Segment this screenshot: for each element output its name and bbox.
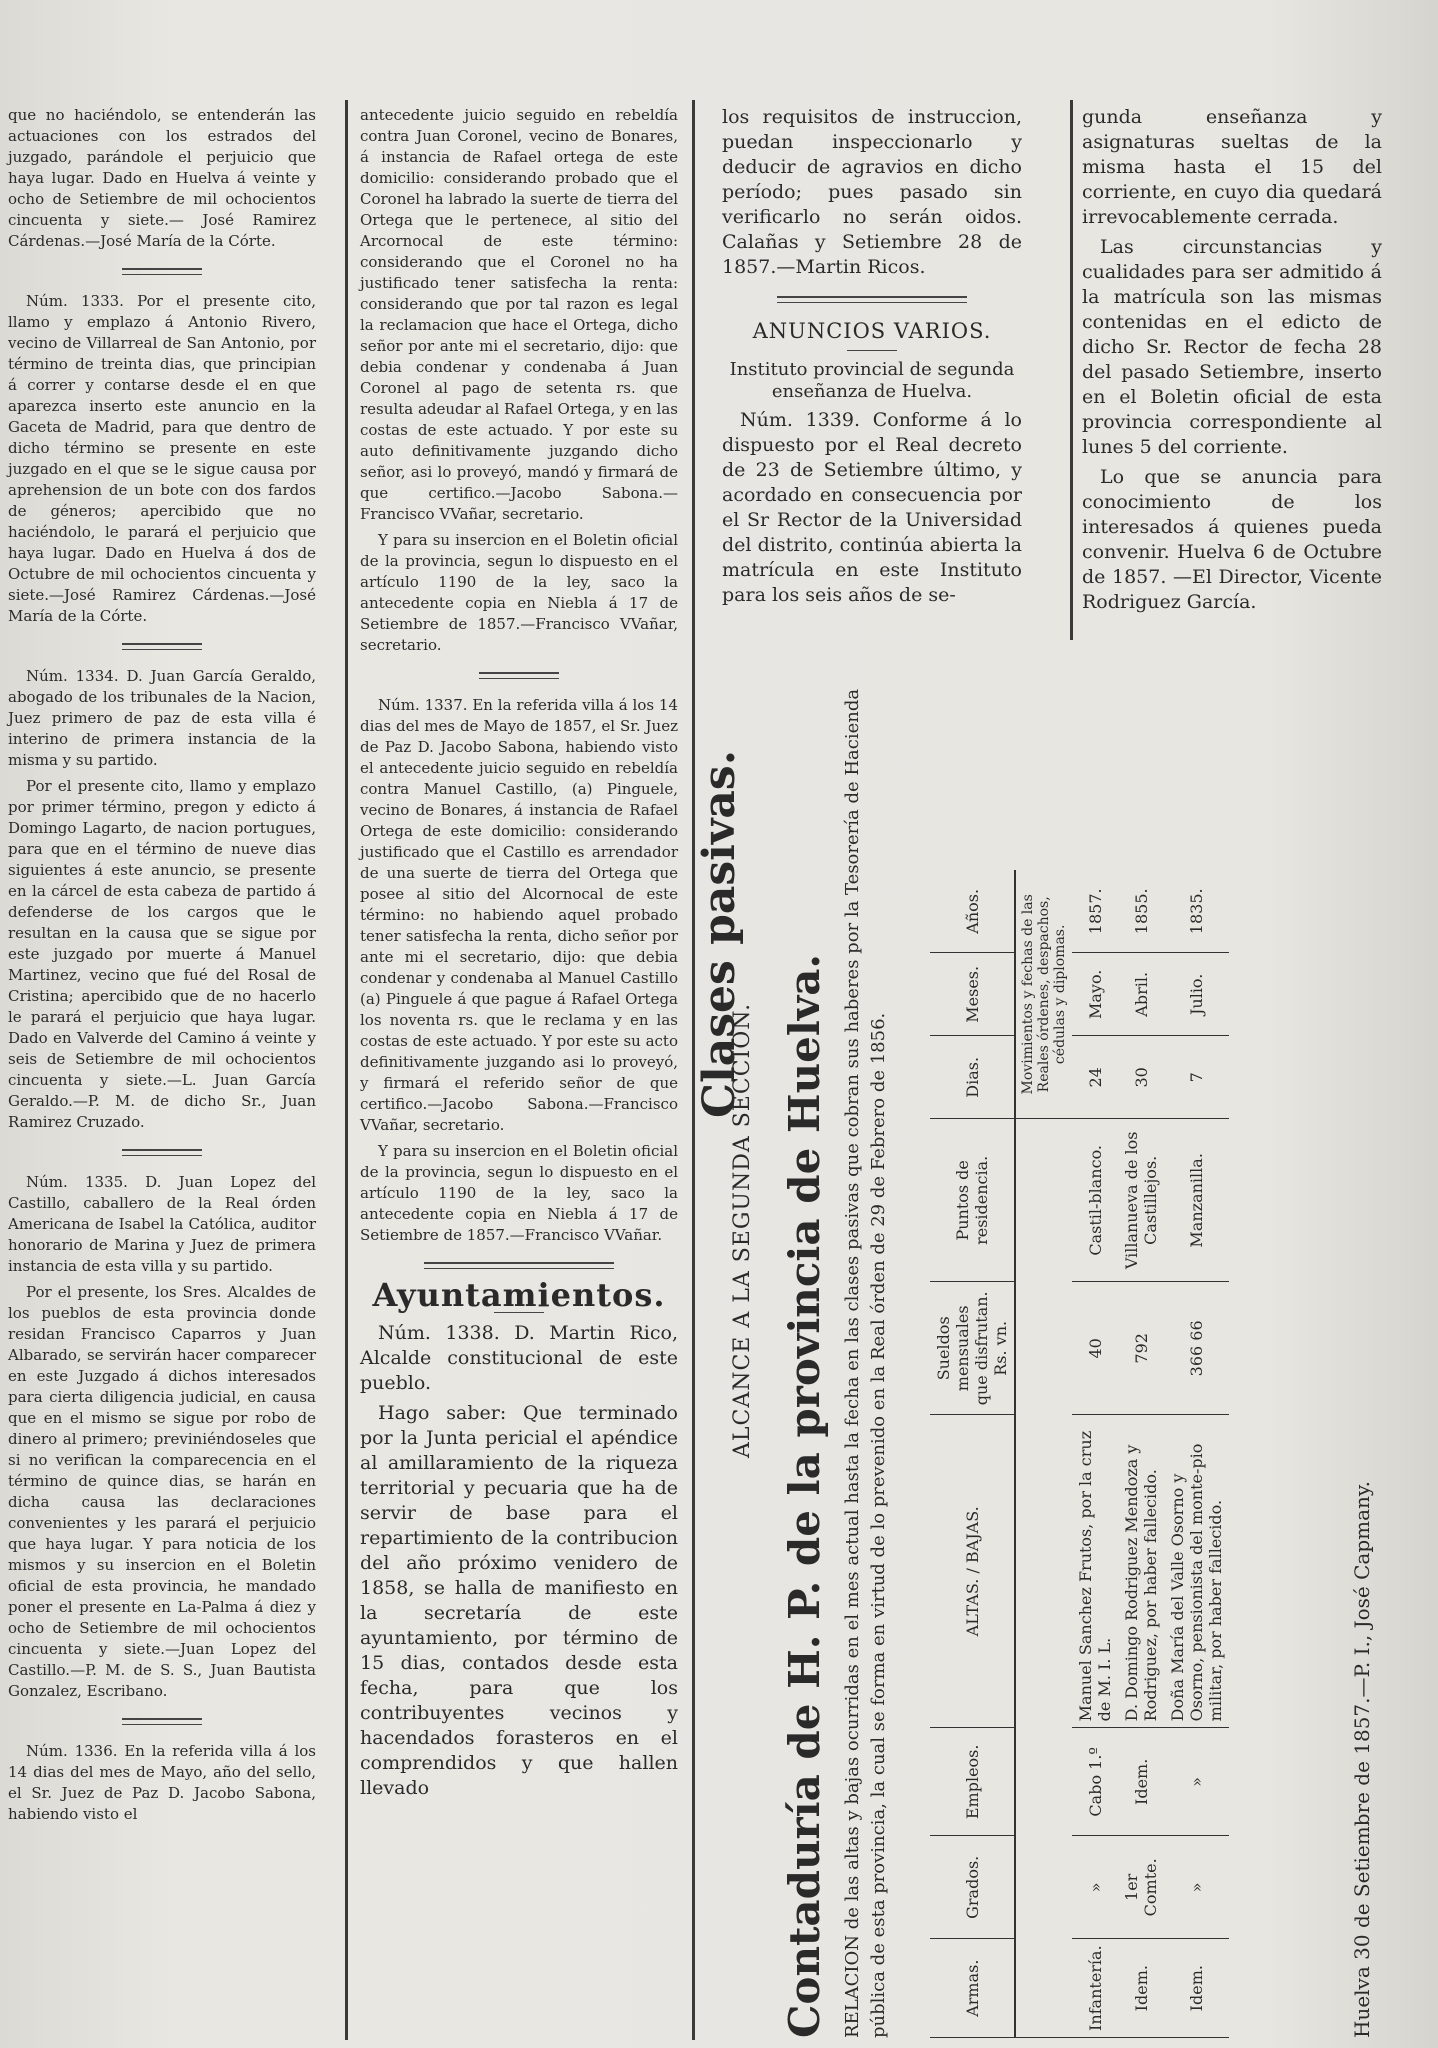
col-empleos: Empleos. [930,1728,1015,1836]
table-cell: 30 [1118,1036,1164,1119]
rotated-table [694,648,1400,2038]
column-2 [360,105,678,2040]
table-cell: 24 [1072,1036,1118,1119]
table-subheader-row [1015,870,1072,2037]
paragraph: Núm. 1333. Por el presente cito, llamo y emplazo á Antonio Rivero, vecino de Villarreal de San Antonio, por término de treinta dias, que principian á correr y contarse desde el en que aparezca inserto este anuncio en la Gaceta de Madrid, para que dentro de dicho término se presente en este juzgado en el que se le sigue causa por aprehension de un bote con dos fardos de géneros; apercibido que no haciéndolo, le parará el perjuicio que haya lugar. Dado en Huelva á dos de Octubre de mil ochocientos cincuenta y siete.—José Ramirez Cárdenas.—José María de la Córte. [8,292,316,625]
table-cell: 40 [1072,1282,1118,1415]
altas-label: ALTAS. [962,1578,982,1637]
separator [122,643,202,650]
separator [479,672,559,679]
table-cell: Idem. [1118,1939,1164,2038]
table-cell: Infantería. [1072,1939,1118,2038]
table-cell: 1er Comte. [1118,1836,1164,1939]
col-armas: Armas. [930,1939,1015,2038]
section-heading-ayuntamientos: Ayuntamientos. [372,1276,666,1314]
col-dias: Dias. [930,1036,1015,1119]
column-rule [345,100,348,2040]
paragraph: Hago saber: Que terminado por la Junta pericial el apéndice al amillaramiento de la riqueza territorial y pecuaria que ha de servir de base para el repartimiento de la contribucion del año próximo venidero de 1858, se halla de manifiesto en la secretaría de este ayuntamiento, por término de 15 dias, contados desde esta fecha, para que los contribuyentes vecinos y hacendados forasteros en el comprendidos y que hallen llevado [360,1402,678,1799]
table-cell: 7 [1164,1036,1229,1119]
paragraph: Por el presente cito, llamo y emplazo por primer término, pregon y edicto á Domingo Lagarto, de nacion portugues, para que en el término de nueve dias siguientes á este anuncio, se presente en la cárcel de esta cabeza de partido á defenderse de los cargos que le resultan en la causa que se sigue por este juzgado por muerte á Manuel Martinez, vecino que fué del Rosal de Cristina; apercibido que de no hacerlo le parará el perjuicio que haya lugar. Dado en Valverde del Camino á veinte y seis de Setiembre de mil ochocientos cincuenta y siete.—L. Juan García Geraldo.—P. M. de dicho Sr., Juan Ramirez Cruzado. [8,777,316,1131]
paragraph: Lo que se anuncia para conocimiento de los interesados á quienes pueda convenir. Huelva 6 de Octubre de 1857. —El Director, Vicente Rodriguez García. [1082,466,1382,613]
alcance-heading: ALCANCE A LA SEGUNDA SECCION. [730,1002,755,1458]
table-cell: 1855. [1118,870,1164,953]
col-sueldos: Sueldos mensuales que disfrutan. Rs. vn. [930,1282,1015,1415]
paragraph: Núm. 1335. D. Juan Lopez del Castillo, caballero de la Real órden Americana de Isabel la Católica, auditor honorario de Marina y Juez de primera instancia de esta villa y su partido. [8,1173,316,1275]
table-row [1164,870,1229,2037]
separator [122,268,202,275]
paragraph: gunda enseñanza y asignaturas sueltas de la misma hasta el 15 del corriente, en cuyo dia quedará irrevocablemente cerrada. [1082,106,1382,228]
column-3 [722,105,1022,645]
paragraph: Núm. 1334. D. Juan García Geraldo, abogado de los tribunales de la Nacion, Juez primero de paz de esta villa é interino de primera instancia de la misma y su partido. [8,667,316,769]
relacion-text: RELACION de las altas y bajas ocurridas en el mes actual hasta la fecha en las clases pasivas que cobran sus haberes por la Tesorería de Hacienda pública de esta provincia, la cual se forma en virtud de lo prevenido en la Real órden de 29 de Febrero de 1856. [842,688,889,2038]
col-meses: Meses. [930,953,1015,1036]
table-cell: Idem. [1164,1939,1229,2038]
table-row [1072,870,1118,2037]
rotated-table-region [694,648,1400,2038]
paragraph: Núm. 1337. En la referida villa á los 14 dias del mes de Mayo de 1857, el Sr. Juez de Paz D. Jacobo Sabona, habiendo visto el antecedente juicio seguido en rebeldía contra Manuel Castillo, (a) Pinguele, vecino de Bonares, á instancia de Rafael Ortega de este domicilio: considerando justificado que el Castillo es arrendador de una suerte de tierra del Ortega que posee al sitio del Alcornocal de este término: no habiendo aquel probado tener satisfecha la renta, dicho señor por ante mi el secretario, dijo: que debia condenar y condenaba al Manuel Castillo (a) Pinguele á que pague á Rafael Ortega los noventa rs. que le reclama y en las costas de este actuado. Y por este su acto definitivamente juzgando asi lo proveyó, y firmará el referido señor de que certifico.—Jacobo Sabona.—Francisco VVañar, secretario. [360,696,678,1134]
paragraph: antecedente juicio seguido en rebeldía contra Juan Coronel, vecino de Bonares, á instancia de Rafael ortega de este domicilio: considerando probado que el Coronel ha labrado la suerte de tierra del Ortega que le pertenece, al sitio del Arcornocal de este término: considerando que el Coronel no ha justificado tener satisfecha la renta: considerando que por tal razon es legal la reclamacion que hace el Ortega, dicho señor por ante mi el secretario, dijo: que debia condenar y condenaba á Juan Coronel al pago de setenta rs. que resulta adeudar al Rafael Ortega, y en las costas de este actuado. Y por este su auto definitivamente juzgando dicho señor, asi lo proveyó, mandó y firmará de que certifico.—Jacobo Sabona.—Francisco VVañar, secretario. [360,106,678,523]
column-1 [8,105,316,2040]
contaduria-title: Contaduría de H. P. de la provincia de Huelva. [780,953,829,2038]
table-cell: Manzanilla. [1164,1119,1229,1282]
paragraph: los requisitos de instruccion, puedan inspeccionarlo y deducir de agravios en dicho período; pues pasado sin verificarlo no serán oidos. Calañas y Setiembre 28 de 1857.—Martin Ricos. [722,106,1022,278]
paragraph: Las circunstancias y cualidades para ser admitido á la matrícula son las mismas contenidas en el edicto de dicho Sr. Rector de fecha 28 del pasado Setiembre, inserto en el Boletin oficial de esta provincia correspondiente al lunes 5 del corriente. [1082,236,1382,458]
paragraph: Y para su insercion en el Boletin oficial de la provincia, segun lo dispuesto en el artículo 1190 de la ley, saco la antecedente copia en Niebla á 17 de Setiembre de 1857.—Francisco VVañar. [360,1142,678,1244]
separator [424,1262,614,1269]
separator [847,350,897,351]
movimientos-header: Movimientos y fechas de las Reales órdenes, despachos, cédulas y diplomas. [1015,870,1072,1119]
col-anos: Años. [930,870,1015,953]
table-header-row [930,870,1015,2037]
table-cell: » [1164,1836,1229,1939]
table-cell: Villanueva de los Castillejos. [1118,1119,1164,1282]
table-footer: Huelva 30 de Setiembre de 1857.—P. I., José Capmany. [1350,1481,1374,2038]
separator [122,1718,202,1725]
col-residencia: Puntos de residencia. [930,1119,1015,1282]
column-4 [1082,105,1382,645]
table-cell: Abril. [1118,953,1164,1036]
table-cell: Manuel Sanchez Frutos, por la cruz de M. I. L. [1072,1415,1118,1728]
bajas-label: BAJAS. [962,1506,982,1564]
table-cell: Castil-blanco. [1072,1119,1118,1282]
table-cell: Idem. [1118,1728,1164,1836]
institute-heading: Instituto provincial de segunda enseñanza de Huelva. [729,359,1015,402]
table-cell: D. Domingo Rodriguez Mendoza y Rodriguez, por haber fallecido. [1118,1415,1164,1728]
section-heading-anuncios: ANUNCIOS VARIOS. [752,319,992,343]
separator [777,296,967,303]
table-cell: Julio. [1164,953,1229,1036]
paragraph: que no haciéndolo, se entenderán las actuaciones con los estrados del juzgado, parándole el perjuicio que haya lugar. Dado en Huelva á veinte y ocho de Setiembre de mil ochocientos cincuenta y siete.— José Ramirez Cárdenas.—José María de la Córte. [8,106,316,250]
paragraph: Núm. 1336. En la referida villa á los 14 dias del mes de Mayo, año del sello, el Sr. Juez de Paz D. Jacobo Sabona, habiendo visto el [8,1742,316,1823]
table-cell: » [1072,1836,1118,1939]
table-row [1118,870,1164,2037]
paragraph: Núm. 1339. Conforme á lo dispuesto por el Real decreto de 23 de Setiembre último, y acordado en consecuencia por el Sr Rector de la Universidad del distrito, continúa abierta la matrícula en este Instituto para los seis años de se- [722,409,1022,606]
table-cell: 1835. [1164,870,1229,953]
paragraph: Por el presente, los Sres. Alcaldes de los pueblos de esta provincia donde residan Francisco Caparros y Juan Albarado, se servirán hacer comparecer en este Juzgado á dichos interesados para cierta diligencia judicial, en causa que en el mismo se sigue por robo de dinero al primero; previniéndoseles que si no verifican la comparecencia en el término de quince dias, se harán en dicha causa las declaraciones convenientes y les parará el perjuicio que haya lugar. Y para noticia de los mismos y su insercion en el Boletin oficial de esta provincia, he mandado poner el presente en La-Palma á diez y ocho de Setiembre de mil ochocientos cincuenta y siete.—Juan Lopez del Castillo.—P. M. de S. S., Juan Bautista Gonzalez, Escribano. [8,1283,316,1700]
table-cell: » [1164,1728,1229,1836]
paragraph: Y para su insercion en el Boletin oficial de la provincia, segun lo dispuesto en el artículo 1190 de la ley, saco la antecedente copia en Niebla á 17 de Setiembre de 1857.—Francisco VVañar, secretario. [360,531,678,654]
col-nombres: ALTAS. / BAJAS. [930,1415,1015,1728]
separator [122,1149,202,1156]
table-cell: 792 [1118,1282,1164,1415]
pensions-table [930,870,1229,2038]
table-cell: 1857. [1072,870,1118,953]
table-cell: Doña María del Valle Osorno y Osorno, pensionista del monte-pio militar, por haber fallecido. [1164,1415,1229,1728]
col-grados: Grados. [930,1836,1015,1939]
paragraph: Núm. 1338. D. Martin Rico, Alcalde constitucional de este pueblo. [360,1322,678,1394]
table-cell: Cabo 1.º [1072,1728,1118,1836]
column-rule [1070,100,1073,640]
table-cell: 366 66 [1164,1282,1229,1415]
table-cell: Mayo. [1072,953,1118,1036]
clases-pasivas-title: Clases pasivas. [694,749,745,1118]
